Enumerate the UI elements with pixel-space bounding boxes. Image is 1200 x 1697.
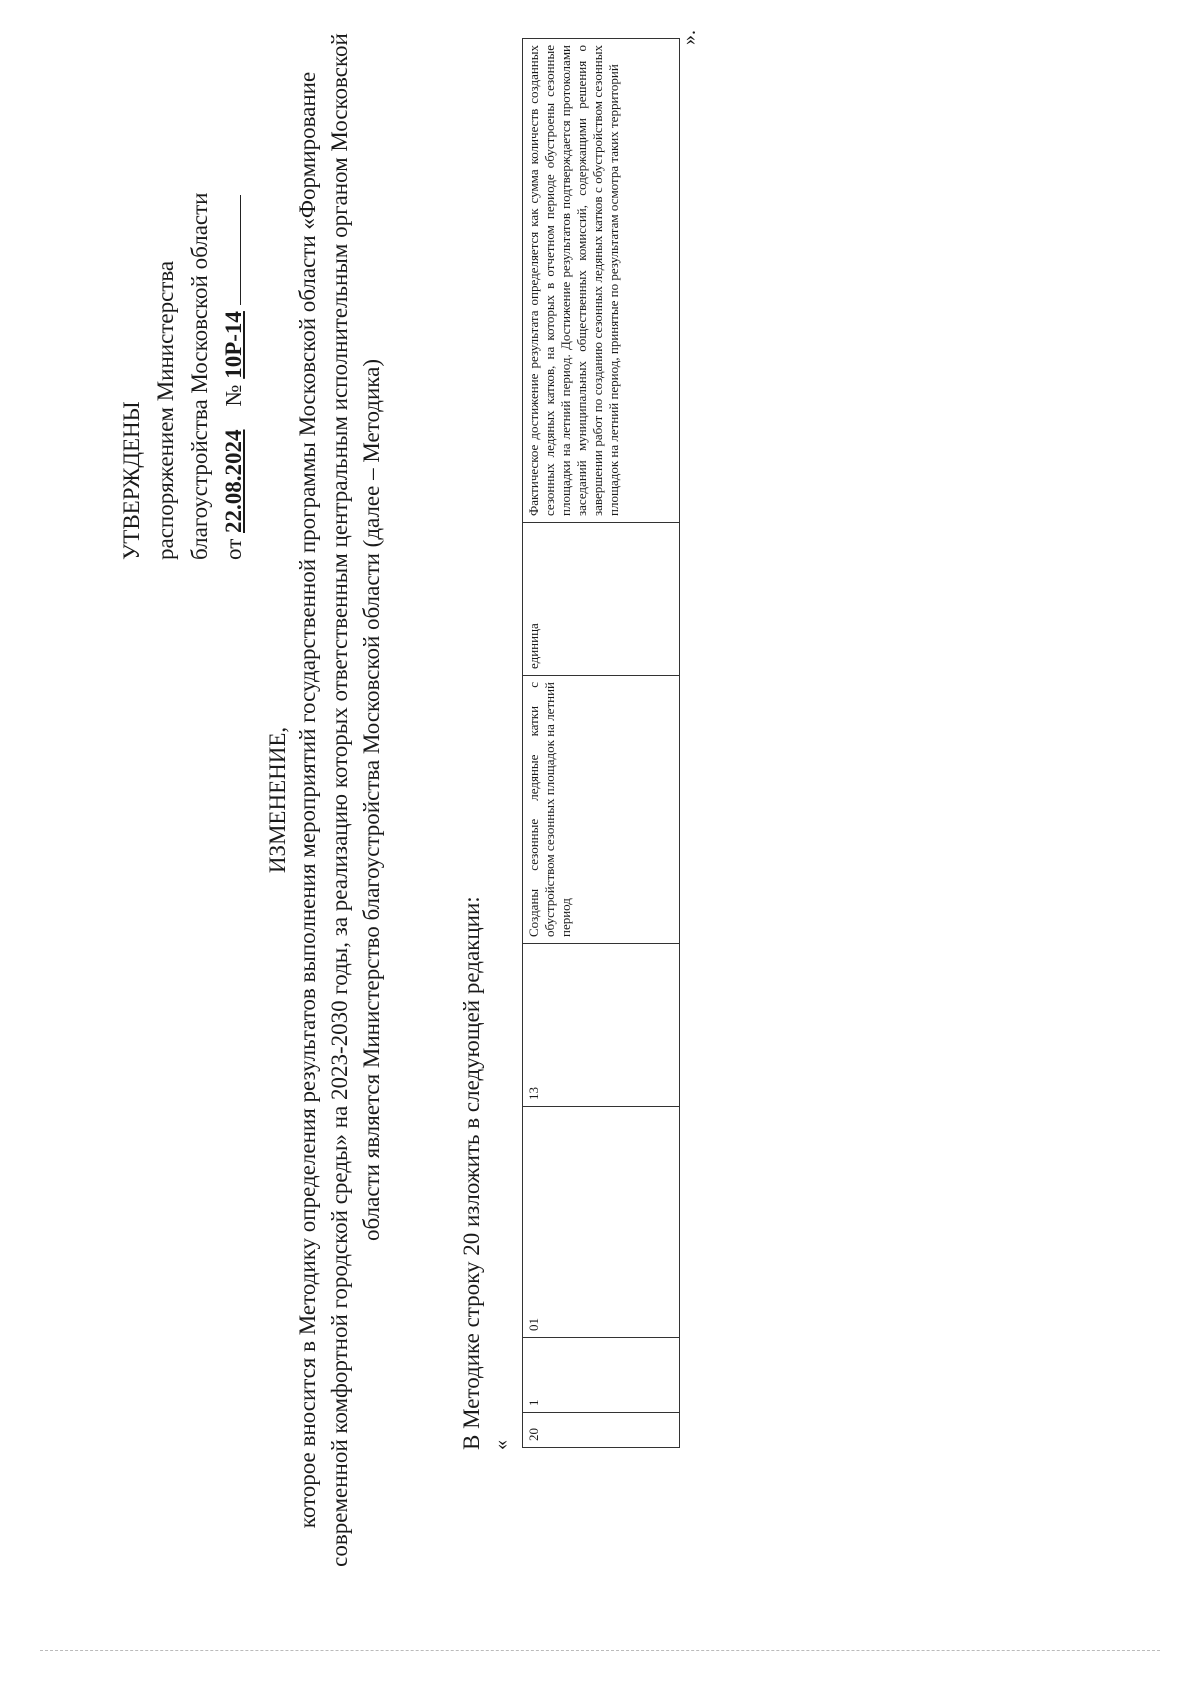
cell-result-name: Созданы сезонные ледяные катки с обустройством сезонных площадок на летний период [523,676,680,944]
approval-number: 10Р-14 [221,311,246,379]
cell-methodology: Фактическое достижение результата определяется как сумма количеств созданных сезонных ледяных катков, на которых в отчетном периоде обустроены сезонные площадки на летний период. Достижение результатов подтверждается протоколами заседаний муниципальных общественных комиссий, содержащими решения о завершении работ по созданию сезонных ледяных катков с обустройством сезонных площадок на летний период, принятые по результатам осмотра таких территорий [523,39,680,523]
approval-date-prefix: от [221,538,246,560]
cell-row-number: 20 [523,1413,680,1448]
cell-col-2: 1 [523,1338,680,1413]
document-subtitle: которое вносится в Методику определения результатов выполнения мероприятий государственной программы Московской области «Формирование современной комфортной городской среды» на 2023-2030 годы, за реализацию которых ответственным центральным исполнительным органом Московской области является Министерство благоустройства Московской области (далее – Методика) [295,33,384,1567]
approval-date-number [217,40,251,560]
approval-underline [218,195,241,305]
quote-close: ». [678,30,700,45]
approval-block [115,40,251,560]
approval-line-3: благоустройства Московской области [187,192,212,560]
cell-col-4: 13 [523,944,680,1107]
scan-edge-line [40,1650,1160,1651]
approval-number-prefix: № [221,384,246,407]
approval-heading: УТВЕРЖДЕНЫ [119,401,144,560]
approval-date: 22.08.2024 [221,429,246,533]
approval-line-2: распоряжением Министерства [153,260,178,560]
methodology-row-table [522,38,680,1448]
quote-open: « [490,1440,512,1450]
rotated-document-content [70,0,830,1600]
cell-unit: единица [523,523,680,676]
cell-col-3: 01 [523,1107,680,1338]
instruction-text: В Методике строку 20 изложить в следующей редакции: [459,896,484,1450]
document-title: ИЗМЕНЕНИЕ, [265,726,290,874]
table-row [523,39,680,1448]
